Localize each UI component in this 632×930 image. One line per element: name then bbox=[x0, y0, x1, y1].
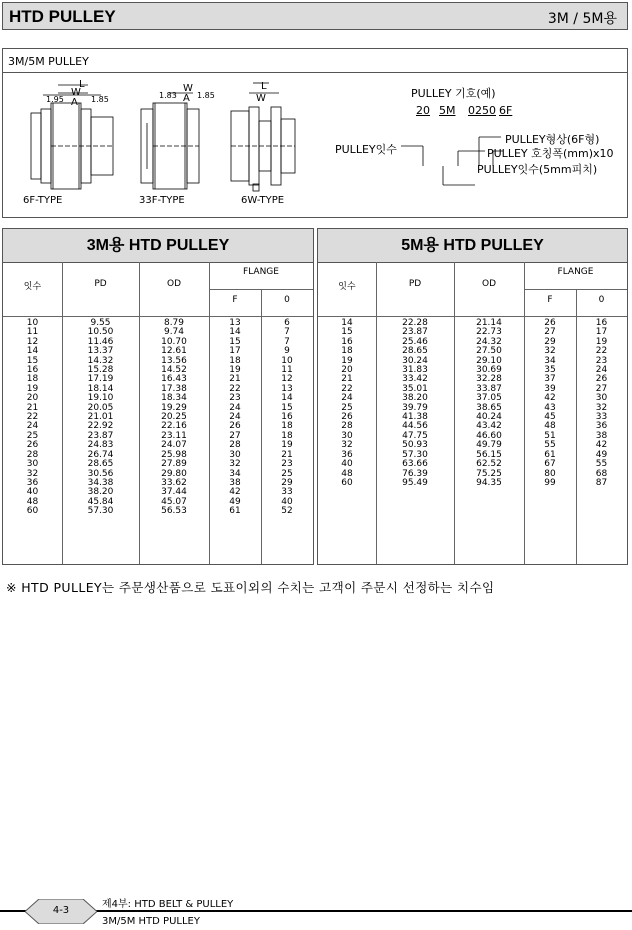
header-o: 0 bbox=[284, 295, 290, 305]
col-5m-pd: 22.28 23.87 25.46 28.65 30.24 31.83 33.42 35.01 38.20 39.79 41.38 44.56 47.75 50.93 57.30 63.66 76.39 95.49 bbox=[402, 318, 428, 488]
header-pd: PD bbox=[94, 279, 107, 289]
label-6w-type: 6W-TYPE bbox=[241, 195, 285, 206]
page-number: 4-3 bbox=[52, 905, 70, 916]
footer-part: 제4부: HTD BELT & PULLEY bbox=[102, 899, 234, 910]
label-6f-type: 6F-TYPE bbox=[23, 195, 63, 206]
pulley-figure-panel bbox=[2, 48, 628, 218]
page-header bbox=[2, 2, 628, 30]
header-pd: PD bbox=[408, 279, 422, 289]
header-o: 0 bbox=[598, 295, 605, 305]
label-33f-type: 33F-TYPE bbox=[139, 195, 185, 206]
col-3m-teeth: 10 11 12 14 15 16 18 19 20 21 22 24 25 26 28 30 32 36 40 48 60 bbox=[26, 318, 39, 517]
dim-185: 1.85 bbox=[91, 95, 109, 104]
col-3m-od: 8.79 9.74 10.70 12.61 13.56 14.52 16.43 17.38 18.34 19.29 20.25 22.16 23.11 24.07 25.98 27.89 29.80 33.62 37.44 45.07 56.53 bbox=[161, 318, 187, 517]
table-5m bbox=[317, 228, 628, 565]
footer-section: 3M/5M HTD PULLEY bbox=[102, 916, 200, 927]
col-3m-f: 13 14 15 17 18 19 21 22 23 24 24 26 27 28 30 32 34 38 42 49 61 bbox=[229, 318, 241, 517]
header-od: OD bbox=[166, 279, 181, 289]
page-title: HTD PULLEY bbox=[9, 7, 116, 26]
code-part-shape: 6F bbox=[499, 104, 513, 117]
dim-w-33f: W bbox=[183, 83, 193, 94]
dim-195: 1.95 bbox=[46, 95, 64, 104]
header-flange: FLANGE bbox=[557, 267, 594, 277]
header-flange: FLANGE bbox=[243, 267, 279, 277]
code-width-desc: PULLEY 호칭폭(mm)x10 bbox=[487, 147, 614, 160]
dim-l-6w: L bbox=[261, 81, 267, 92]
header-f: F bbox=[547, 295, 553, 305]
table-5m-title: 5M용 HTD PULLEY bbox=[318, 229, 627, 263]
header-teeth: 잇수 bbox=[338, 282, 356, 292]
col-5m-od: 21.14 22.73 24.32 27.50 29.10 30.69 32.28 33.87 37.05 38.65 40.24 43.42 46.60 49.79 56.15 62.52 75.25 94.35 bbox=[476, 318, 502, 488]
code-pitch-desc: PULLEY잇수(5mm피치) bbox=[477, 163, 598, 176]
figure-caption: 3M/5M PULLEY bbox=[3, 49, 627, 73]
code-part-pitch: 5M bbox=[439, 104, 456, 117]
code-part-teeth: 20 bbox=[416, 104, 430, 117]
header-teeth: 잇수 bbox=[23, 282, 42, 292]
dim-w: W bbox=[71, 87, 81, 98]
dim-183: 1.83 bbox=[159, 91, 177, 100]
code-shape-desc: PULLEY형상(6F형) bbox=[505, 133, 600, 146]
dim-a-33f: A bbox=[183, 93, 190, 104]
pulley-33f-drawing bbox=[141, 93, 199, 189]
table-3m-title: 3M용 HTD PULLEY bbox=[3, 229, 313, 263]
col-5m-f: 26 27 29 32 34 35 37 39 42 43 45 48 51 55 61 67 80 99 bbox=[544, 318, 556, 488]
dim-w-6w: W bbox=[256, 93, 266, 104]
col-3m-o: 6 7 7 9 10 11 12 13 14 15 16 18 18 19 21 23 25 29 33 40 52 bbox=[281, 318, 293, 517]
code-title: PULLEY 기호(예) bbox=[411, 87, 496, 100]
col-5m-teeth: 14 15 16 18 19 20 21 22 24 25 26 28 30 32 36 40 48 60 bbox=[341, 318, 353, 488]
code-teeth-desc: PULLEY잇수 bbox=[335, 143, 397, 156]
header-f: F bbox=[232, 295, 238, 305]
dim-185-33f: 1.85 bbox=[197, 91, 215, 100]
col-5m-o: 16 17 19 22 23 24 26 27 30 32 33 36 38 42 49 55 68 87 bbox=[595, 318, 608, 488]
table-3m bbox=[2, 228, 314, 565]
dim-a: A bbox=[71, 97, 78, 108]
col-3m-pd: 9.55 10.50 11.46 13.37 14.32 15.28 17.19 18.14 19.10 20.05 21.01 22.92 23.87 24.83 26.74 28.65 30.56 34.38 38.20 45.84 57.30 bbox=[87, 318, 114, 517]
code-part-width: 0250 bbox=[468, 104, 496, 117]
dim-l: L bbox=[79, 79, 85, 90]
header-od: OD bbox=[481, 279, 496, 289]
order-note: ※ HTD PULLEY는 주문생산품으로 도표이외의 수치는 고객이 주문시 선정하는 치수임 bbox=[6, 580, 495, 595]
page-subtitle: 3M / 5M용 bbox=[547, 11, 617, 27]
